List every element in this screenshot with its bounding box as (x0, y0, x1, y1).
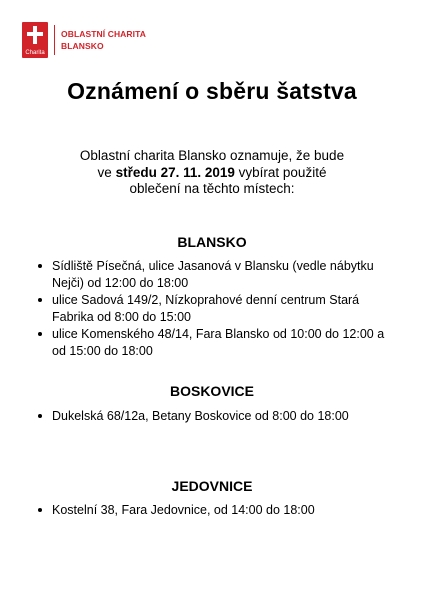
collection-date: středu 27. 11. 2019 (115, 164, 235, 180)
intro-line-3: oblečení na těchto místech: (129, 181, 295, 196)
section-heading-jedovnice: JEDOVNICE (171, 478, 253, 494)
bullet-icon (38, 298, 42, 302)
section-heading-blansko: BLANSKO (177, 234, 247, 250)
logo-divider (54, 25, 55, 55)
intro-paragraph (0, 148, 424, 198)
list-item-text: Kostelní 38, Fara Jedovnice, od 14:00 do 18:00 (52, 503, 315, 517)
list-item (38, 292, 398, 325)
org-line-2: BLANSKO (61, 41, 104, 51)
charita-cross-mark (22, 22, 48, 58)
list-item-text: Dukelská 68/12a, Betany Boskovice od 8:00 do 18:00 (52, 409, 349, 423)
list-item (38, 258, 398, 291)
bullet-icon (38, 508, 42, 512)
intro-line-2-pre: ve (97, 164, 116, 180)
list-jedovnice (38, 502, 398, 520)
page-title: Oznámení o sběru šatstva (67, 78, 357, 104)
section-heading-boskovice: BOSKOVICE (169, 383, 254, 399)
organization-name (61, 28, 146, 52)
logo-mark-text: Charita (25, 50, 45, 56)
list-item-text: Sídliště Písečná, ulice Jasanová v Blansku (vedle nábytku Nejči) od 12:00 do 18:00 (52, 259, 374, 290)
cross-icon (25, 25, 45, 45)
intro-line-1: Oblastní charita Blansko oznamuje, že bude (79, 148, 345, 163)
list-blansko (38, 258, 398, 360)
list-item (38, 502, 398, 519)
list-item-text: ulice Komenského 48/14, Fara Blansko od 10:00 do 12:00 a od 15:00 do 18:00 (52, 327, 385, 358)
bullet-icon (38, 332, 42, 336)
list-item-text: ulice Sadová 149/2, Nízkoprahové denní centrum Stará Fabrika od 8:00 do 15:00 (52, 293, 360, 324)
org-line-1: OBLASTNÍ CHARITA (61, 29, 147, 39)
intro-line-2 (0, 165, 424, 182)
charita-logo (22, 22, 146, 58)
bullet-icon (38, 414, 42, 418)
bullet-icon (38, 264, 42, 268)
intro-line-2-post: vybírat použité (234, 164, 327, 180)
list-boskovice (38, 408, 398, 426)
list-item (38, 326, 398, 359)
list-item (38, 408, 398, 425)
